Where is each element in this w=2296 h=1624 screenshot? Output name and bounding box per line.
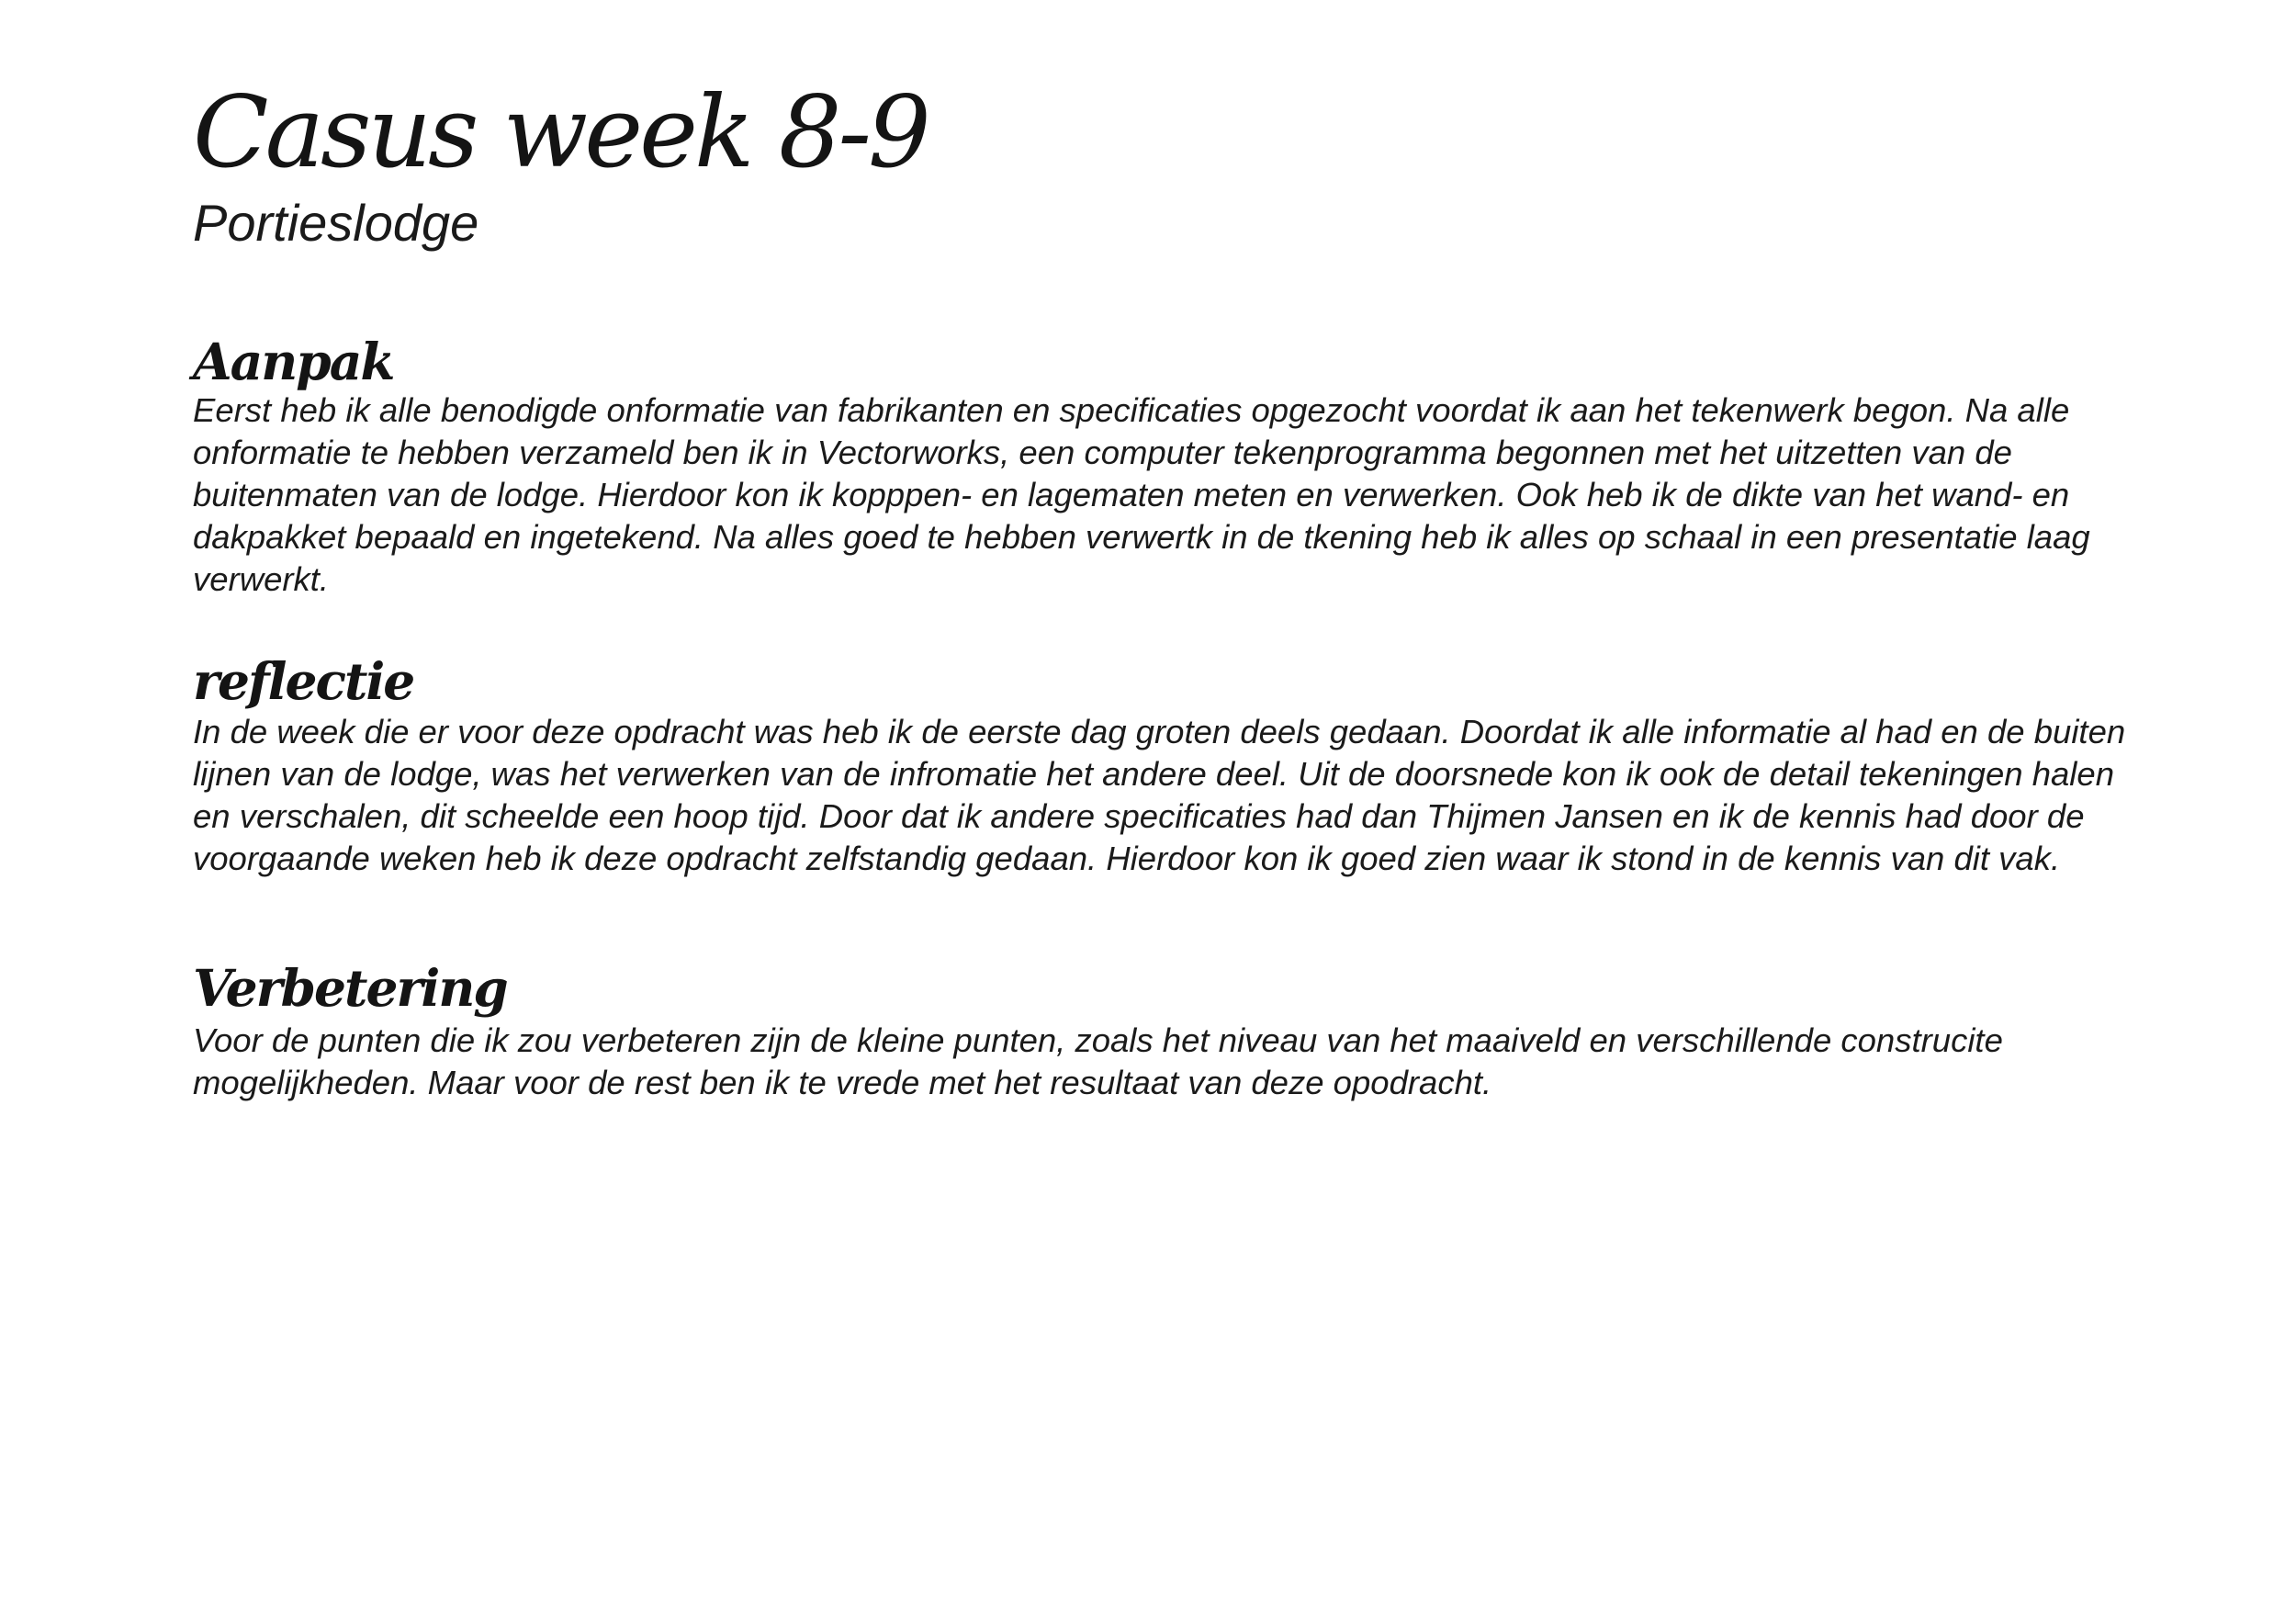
section-body-aanpak: Eerst heb ik alle benodigde onformatie van fabrikanten en specificaties opgezocht voordat ik aan het tekenwerk begon. Na alle onformatie te hebben verzameld ben ik in Vectorworks, een computer tekenprogramma begonnen met het uitzetten van de buitenmaten van de lodge. Hierdoor kon ik kopppen- en lagematen meten en verwerken. Ook heb ik de dikte van het wand- en dakpakket bepaald en ingetekend. Na alles goed te hebben verwertk in de tkening heb ik alles op schaal in een presentatie laag verwerkt.	[193, 391, 2090, 598]
section-body-verbetering: Voor de punten die ik zou verbeteren zijn de kleine punten, zoals het niveau van het maaiveld en verschillende construcite mogelijkheden. Maar voor de rest ben ik te vrede met het resultaat van deze opodracht.	[193, 1021, 2003, 1101]
section-heading-aanpak: Aanpak	[193, 332, 394, 391]
page-subtitle: Portieslodge	[193, 194, 479, 252]
section-heading-reflectie: reflectie	[193, 651, 414, 711]
page-title: Casus week 8-9	[193, 75, 928, 190]
section-body-reflectie: In de week die er voor deze opdracht was heb ik de eerste dag groten deels gedaan. Doordat ik alle informatie al had en de buiten lijnen van de lodge, was het verwerken van de infromatie het andere deel. Uit de doorsnede kon ik ook de detail tekeningen halen en verschalen, dit scheelde een hoop tijd. Door dat ik andere specificaties had dan Thijmen Jansen en ik de kennis had door de voorgaande weken heb ik deze opdracht zelfstandig gedaan. Hierdoor kon ik goed zien waar ik stond in de kennis van dit vak.	[193, 713, 2126, 877]
section-heading-verbetering: Verbetering	[193, 958, 507, 1018]
